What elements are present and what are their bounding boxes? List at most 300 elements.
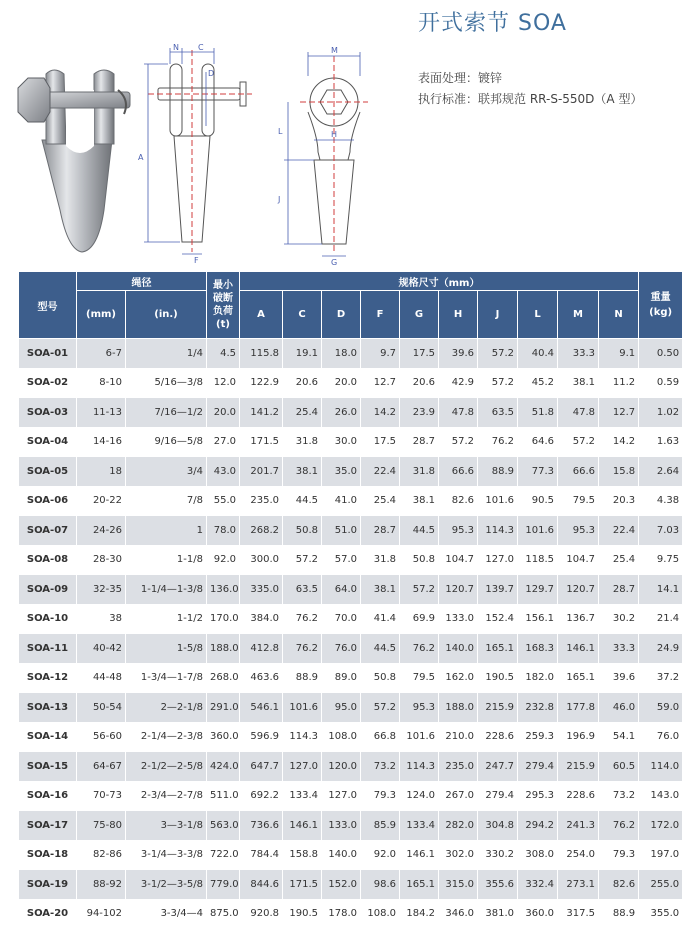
table-row bbox=[19, 486, 683, 516]
cell-rope-mm: 20-22 bbox=[77, 486, 126, 516]
cell-weight: 355.0 bbox=[639, 899, 683, 929]
cell-dim-h: 66.6 bbox=[439, 457, 478, 487]
cell-dim-l: 294.2 bbox=[518, 811, 558, 841]
cell-dim-m: 38.1 bbox=[558, 368, 599, 398]
cell-dim-m: 146.1 bbox=[558, 634, 599, 664]
cell-dim-c: 171.5 bbox=[283, 870, 322, 900]
cell-rope-in: 3/4 bbox=[126, 457, 207, 487]
cell-dim-l: 77.3 bbox=[518, 457, 558, 487]
table-row bbox=[19, 899, 683, 929]
cell-rope-mm: 50-54 bbox=[77, 693, 126, 723]
table-row bbox=[19, 516, 683, 546]
cell-dim-a: 122.9 bbox=[240, 368, 283, 398]
cell-dim-h: 315.0 bbox=[439, 870, 478, 900]
cell-dim-d: 127.0 bbox=[322, 781, 361, 811]
cell-model: SOA-16 bbox=[19, 781, 77, 811]
spec-table bbox=[18, 271, 683, 929]
cell-dim-a: 920.8 bbox=[240, 899, 283, 929]
cell-model: SOA-07 bbox=[19, 516, 77, 546]
cell-dim-g: 95.3 bbox=[400, 693, 439, 723]
cell-dim-n: 11.2 bbox=[599, 368, 639, 398]
cell-dim-a: 596.9 bbox=[240, 722, 283, 752]
label-F: F bbox=[194, 256, 199, 265]
cell-dim-l: 51.8 bbox=[518, 398, 558, 428]
cell-weight: 14.1 bbox=[639, 575, 683, 605]
cell-dim-c: 76.2 bbox=[283, 604, 322, 634]
cell-dim-h: 120.7 bbox=[439, 575, 478, 605]
header-dim-d: D bbox=[322, 291, 361, 339]
cell-dim-n: 54.1 bbox=[599, 722, 639, 752]
cell-rope-mm: 18 bbox=[77, 457, 126, 487]
cell-weight: 172.0 bbox=[639, 811, 683, 841]
header-dim-m: M bbox=[558, 291, 599, 339]
cell-dim-j: 127.0 bbox=[478, 545, 518, 575]
cell-dim-d: 108.0 bbox=[322, 722, 361, 752]
cell-weight: 1.02 bbox=[639, 398, 683, 428]
cell-dim-a: 412.8 bbox=[240, 634, 283, 664]
cell-rope-in: 1-5/8 bbox=[126, 634, 207, 664]
cell-dim-a: 784.4 bbox=[240, 840, 283, 870]
cell-dim-d: 57.0 bbox=[322, 545, 361, 575]
cell-rope-in: 2-3/4—2-7/8 bbox=[126, 781, 207, 811]
cell-min-break-load: 424.0 bbox=[207, 752, 240, 782]
cell-dim-n: 79.3 bbox=[599, 840, 639, 870]
cell-dim-m: 228.6 bbox=[558, 781, 599, 811]
cell-rope-mm: 6-7 bbox=[77, 339, 126, 369]
cell-dim-h: 188.0 bbox=[439, 693, 478, 723]
cell-min-break-load: 722.0 bbox=[207, 840, 240, 870]
cell-dim-h: 302.0 bbox=[439, 840, 478, 870]
cell-dim-f: 9.7 bbox=[361, 339, 400, 369]
cell-weight: 76.0 bbox=[639, 722, 683, 752]
cell-dim-m: 104.7 bbox=[558, 545, 599, 575]
table-row bbox=[19, 722, 683, 752]
cell-dim-d: 76.0 bbox=[322, 634, 361, 664]
header-in: (in.) bbox=[126, 291, 207, 339]
cell-dim-n: 46.0 bbox=[599, 693, 639, 723]
cell-weight: 0.59 bbox=[639, 368, 683, 398]
cell-dim-d: 89.0 bbox=[322, 663, 361, 693]
cell-dim-l: 182.0 bbox=[518, 663, 558, 693]
cell-dim-j: 247.7 bbox=[478, 752, 518, 782]
cell-rope-in: 3-3/4—4 bbox=[126, 899, 207, 929]
cell-dim-g: 20.6 bbox=[400, 368, 439, 398]
cell-model: SOA-13 bbox=[19, 693, 77, 723]
cell-dim-h: 210.0 bbox=[439, 722, 478, 752]
table-body bbox=[19, 339, 683, 929]
cell-dim-j: 76.2 bbox=[478, 427, 518, 457]
cell-dim-n: 25.4 bbox=[599, 545, 639, 575]
cell-dim-m: 196.9 bbox=[558, 722, 599, 752]
cell-dim-m: 317.5 bbox=[558, 899, 599, 929]
cell-dim-a: 463.6 bbox=[240, 663, 283, 693]
cell-dim-f: 108.0 bbox=[361, 899, 400, 929]
cell-rope-mm: 11-13 bbox=[77, 398, 126, 428]
cell-dim-l: 232.8 bbox=[518, 693, 558, 723]
cell-dim-d: 51.0 bbox=[322, 516, 361, 546]
cell-dim-g: 124.0 bbox=[400, 781, 439, 811]
header-dim-l: L bbox=[518, 291, 558, 339]
cell-dim-j: 304.8 bbox=[478, 811, 518, 841]
cell-dim-j: 114.3 bbox=[478, 516, 518, 546]
cell-dim-a: 141.2 bbox=[240, 398, 283, 428]
cell-weight: 143.0 bbox=[639, 781, 683, 811]
cell-dim-f: 14.2 bbox=[361, 398, 400, 428]
table-row bbox=[19, 545, 683, 575]
standard-spec: 执行标准：联邦规范 RR-S-550D（A 型） bbox=[418, 92, 643, 106]
cell-dim-a: 335.0 bbox=[240, 575, 283, 605]
cell-rope-mm: 38 bbox=[77, 604, 126, 634]
cell-dim-l: 45.2 bbox=[518, 368, 558, 398]
cell-dim-m: 33.3 bbox=[558, 339, 599, 369]
cell-dim-h: 57.2 bbox=[439, 427, 478, 457]
cell-dim-m: 215.9 bbox=[558, 752, 599, 782]
header-rope: 绳径 bbox=[77, 272, 207, 291]
cell-weight: 1.63 bbox=[639, 427, 683, 457]
cell-dim-d: 178.0 bbox=[322, 899, 361, 929]
cell-model: SOA-01 bbox=[19, 339, 77, 369]
label-C: C bbox=[198, 43, 204, 52]
cell-dim-a: 384.0 bbox=[240, 604, 283, 634]
cell-dim-c: 20.6 bbox=[283, 368, 322, 398]
label-J: J bbox=[278, 195, 281, 204]
cell-model: SOA-04 bbox=[19, 427, 77, 457]
cell-dim-j: 279.4 bbox=[478, 781, 518, 811]
cell-dim-f: 12.7 bbox=[361, 368, 400, 398]
table-row bbox=[19, 339, 683, 369]
cell-dim-l: 168.3 bbox=[518, 634, 558, 664]
cell-dim-j: 355.6 bbox=[478, 870, 518, 900]
cell-rope-in: 2-1/4—2-3/8 bbox=[126, 722, 207, 752]
cell-dim-d: 35.0 bbox=[322, 457, 361, 487]
cell-dim-l: 64.6 bbox=[518, 427, 558, 457]
header-dim-h: H bbox=[439, 291, 478, 339]
cell-dim-m: 66.6 bbox=[558, 457, 599, 487]
cell-dim-a: 171.5 bbox=[240, 427, 283, 457]
table-row bbox=[19, 811, 683, 841]
cell-rope-in: 1-3/4—1-7/8 bbox=[126, 663, 207, 693]
header-dim-j: J bbox=[478, 291, 518, 339]
cell-model: SOA-15 bbox=[19, 752, 77, 782]
cell-rope-in: 3—3-1/8 bbox=[126, 811, 207, 841]
cell-rope-mm: 32-35 bbox=[77, 575, 126, 605]
table-row bbox=[19, 368, 683, 398]
cell-dim-n: 12.7 bbox=[599, 398, 639, 428]
cell-min-break-load: 511.0 bbox=[207, 781, 240, 811]
cell-dim-g: 38.1 bbox=[400, 486, 439, 516]
cell-dim-n: 15.8 bbox=[599, 457, 639, 487]
table-row bbox=[19, 427, 683, 457]
cell-dim-m: 273.1 bbox=[558, 870, 599, 900]
cell-dim-c: 76.2 bbox=[283, 634, 322, 664]
header-dim-a: A bbox=[240, 291, 283, 339]
table-row bbox=[19, 663, 683, 693]
header-spec: 规格尺寸（mm） bbox=[240, 272, 639, 291]
cell-min-break-load: 268.0 bbox=[207, 663, 240, 693]
cell-dim-c: 31.8 bbox=[283, 427, 322, 457]
cell-dim-c: 133.4 bbox=[283, 781, 322, 811]
cell-dim-g: 50.8 bbox=[400, 545, 439, 575]
cell-min-break-load: 92.0 bbox=[207, 545, 240, 575]
cell-dim-g: 31.8 bbox=[400, 457, 439, 487]
cell-dim-h: 162.0 bbox=[439, 663, 478, 693]
cell-dim-j: 228.6 bbox=[478, 722, 518, 752]
cell-rope-in: 1-1/4—1-3/8 bbox=[126, 575, 207, 605]
cell-dim-f: 44.5 bbox=[361, 634, 400, 664]
cell-rope-mm: 28-30 bbox=[77, 545, 126, 575]
cell-dim-d: 95.0 bbox=[322, 693, 361, 723]
cell-weight: 197.0 bbox=[639, 840, 683, 870]
cell-min-break-load: 4.5 bbox=[207, 339, 240, 369]
cell-dim-c: 50.8 bbox=[283, 516, 322, 546]
cell-dim-m: 95.3 bbox=[558, 516, 599, 546]
cell-dim-h: 346.0 bbox=[439, 899, 478, 929]
cell-dim-m: 120.7 bbox=[558, 575, 599, 605]
cell-rope-in: 9/16—5/8 bbox=[126, 427, 207, 457]
cell-dim-f: 17.5 bbox=[361, 427, 400, 457]
cell-rope-mm: 70-73 bbox=[77, 781, 126, 811]
cell-weight: 4.38 bbox=[639, 486, 683, 516]
cell-dim-n: 33.3 bbox=[599, 634, 639, 664]
cell-dim-n: 60.5 bbox=[599, 752, 639, 782]
cell-dim-g: 69.9 bbox=[400, 604, 439, 634]
cell-dim-l: 360.0 bbox=[518, 899, 558, 929]
cell-dim-j: 63.5 bbox=[478, 398, 518, 428]
cell-dim-g: 57.2 bbox=[400, 575, 439, 605]
cell-dim-g: 44.5 bbox=[400, 516, 439, 546]
cell-dim-f: 41.4 bbox=[361, 604, 400, 634]
cell-dim-f: 92.0 bbox=[361, 840, 400, 870]
cell-dim-l: 156.1 bbox=[518, 604, 558, 634]
cell-dim-g: 165.1 bbox=[400, 870, 439, 900]
cell-rope-mm: 8-10 bbox=[77, 368, 126, 398]
cell-dim-a: 647.7 bbox=[240, 752, 283, 782]
cell-dim-d: 18.0 bbox=[322, 339, 361, 369]
cell-rope-in: 2-1/2—2-5/8 bbox=[126, 752, 207, 782]
cell-weight: 114.0 bbox=[639, 752, 683, 782]
cell-dim-c: 101.6 bbox=[283, 693, 322, 723]
cell-dim-j: 190.5 bbox=[478, 663, 518, 693]
cell-dim-f: 28.7 bbox=[361, 516, 400, 546]
cell-dim-c: 146.1 bbox=[283, 811, 322, 841]
cell-model: SOA-03 bbox=[19, 398, 77, 428]
cell-rope-mm: 56-60 bbox=[77, 722, 126, 752]
cell-min-break-load: 563.0 bbox=[207, 811, 240, 841]
header-dim-g: G bbox=[400, 291, 439, 339]
cell-dim-d: 20.0 bbox=[322, 368, 361, 398]
cell-min-break-load: 291.0 bbox=[207, 693, 240, 723]
cell-dim-a: 115.8 bbox=[240, 339, 283, 369]
cell-min-break-load: 170.0 bbox=[207, 604, 240, 634]
cell-dim-j: 330.2 bbox=[478, 840, 518, 870]
cell-dim-n: 39.6 bbox=[599, 663, 639, 693]
cell-dim-d: 64.0 bbox=[322, 575, 361, 605]
cell-rope-mm: 88-92 bbox=[77, 870, 126, 900]
cell-dim-c: 88.9 bbox=[283, 663, 322, 693]
cell-dim-m: 57.2 bbox=[558, 427, 599, 457]
cell-dim-m: 254.0 bbox=[558, 840, 599, 870]
cell-weight: 37.2 bbox=[639, 663, 683, 693]
cell-rope-in: 3-1/2—3-5/8 bbox=[126, 870, 207, 900]
cell-rope-in: 1 bbox=[126, 516, 207, 546]
cell-dim-g: 133.4 bbox=[400, 811, 439, 841]
cell-dim-j: 101.6 bbox=[478, 486, 518, 516]
cell-min-break-load: 20.0 bbox=[207, 398, 240, 428]
cell-weight: 2.64 bbox=[639, 457, 683, 487]
cell-dim-n: 28.7 bbox=[599, 575, 639, 605]
cell-dim-g: 17.5 bbox=[400, 339, 439, 369]
cell-min-break-load: 875.0 bbox=[207, 899, 240, 929]
cell-dim-a: 844.6 bbox=[240, 870, 283, 900]
cell-dim-n: 88.9 bbox=[599, 899, 639, 929]
label-D: D bbox=[208, 69, 215, 78]
header-dim-n: N bbox=[599, 291, 639, 339]
cell-dim-h: 39.6 bbox=[439, 339, 478, 369]
cell-dim-a: 235.0 bbox=[240, 486, 283, 516]
cell-dim-a: 268.2 bbox=[240, 516, 283, 546]
table-row bbox=[19, 840, 683, 870]
cell-min-break-load: 136.0 bbox=[207, 575, 240, 605]
cell-rope-in: 2—2-1/8 bbox=[126, 693, 207, 723]
cell-dim-f: 50.8 bbox=[361, 663, 400, 693]
cell-dim-a: 546.1 bbox=[240, 693, 283, 723]
cell-dim-g: 184.2 bbox=[400, 899, 439, 929]
cell-min-break-load: 78.0 bbox=[207, 516, 240, 546]
cell-dim-j: 215.9 bbox=[478, 693, 518, 723]
cell-dim-f: 79.3 bbox=[361, 781, 400, 811]
cell-dim-l: 101.6 bbox=[518, 516, 558, 546]
cell-rope-mm: 44-48 bbox=[77, 663, 126, 693]
cell-rope-in: 1-1/2 bbox=[126, 604, 207, 634]
cell-dim-g: 101.6 bbox=[400, 722, 439, 752]
label-N: N bbox=[173, 43, 179, 52]
cell-dim-j: 57.2 bbox=[478, 368, 518, 398]
cell-dim-m: 241.3 bbox=[558, 811, 599, 841]
header-dim-c: C bbox=[283, 291, 322, 339]
table-row bbox=[19, 634, 683, 664]
cell-dim-d: 70.0 bbox=[322, 604, 361, 634]
cell-dim-c: 44.5 bbox=[283, 486, 322, 516]
header-dim-f: F bbox=[361, 291, 400, 339]
cell-dim-j: 57.2 bbox=[478, 339, 518, 369]
cell-min-break-load: 360.0 bbox=[207, 722, 240, 752]
cell-dim-f: 22.4 bbox=[361, 457, 400, 487]
cell-dim-n: 14.2 bbox=[599, 427, 639, 457]
cell-dim-f: 31.8 bbox=[361, 545, 400, 575]
cell-weight: 7.03 bbox=[639, 516, 683, 546]
header-mm: (mm) bbox=[77, 291, 126, 339]
cell-dim-d: 133.0 bbox=[322, 811, 361, 841]
cell-min-break-load: 55.0 bbox=[207, 486, 240, 516]
cell-weight: 255.0 bbox=[639, 870, 683, 900]
cell-min-break-load: 188.0 bbox=[207, 634, 240, 664]
cell-dim-c: 25.4 bbox=[283, 398, 322, 428]
cell-dim-h: 95.3 bbox=[439, 516, 478, 546]
cell-rope-mm: 75-80 bbox=[77, 811, 126, 841]
cell-rope-in: 5/16—3/8 bbox=[126, 368, 207, 398]
cell-dim-f: 66.8 bbox=[361, 722, 400, 752]
cell-dim-l: 129.7 bbox=[518, 575, 558, 605]
cell-dim-d: 30.0 bbox=[322, 427, 361, 457]
table-row bbox=[19, 693, 683, 723]
cell-dim-h: 140.0 bbox=[439, 634, 478, 664]
cell-dim-f: 57.2 bbox=[361, 693, 400, 723]
cell-dim-c: 158.8 bbox=[283, 840, 322, 870]
cell-model: SOA-14 bbox=[19, 722, 77, 752]
table-row bbox=[19, 781, 683, 811]
cell-dim-c: 127.0 bbox=[283, 752, 322, 782]
cell-dim-j: 88.9 bbox=[478, 457, 518, 487]
cell-dim-f: 98.6 bbox=[361, 870, 400, 900]
cell-dim-h: 235.0 bbox=[439, 752, 478, 782]
cell-model: SOA-08 bbox=[19, 545, 77, 575]
cell-model: SOA-19 bbox=[19, 870, 77, 900]
cell-rope-mm: 14-16 bbox=[77, 427, 126, 457]
cell-rope-mm: 24-26 bbox=[77, 516, 126, 546]
cell-dim-l: 332.4 bbox=[518, 870, 558, 900]
cell-model: SOA-11 bbox=[19, 634, 77, 664]
table-row bbox=[19, 752, 683, 782]
cell-dim-h: 82.6 bbox=[439, 486, 478, 516]
cell-dim-l: 118.5 bbox=[518, 545, 558, 575]
cell-dim-c: 63.5 bbox=[283, 575, 322, 605]
table-row bbox=[19, 575, 683, 605]
cell-weight: 59.0 bbox=[639, 693, 683, 723]
cell-dim-c: 38.1 bbox=[283, 457, 322, 487]
cell-dim-l: 308.0 bbox=[518, 840, 558, 870]
cell-dim-l: 259.3 bbox=[518, 722, 558, 752]
cell-dim-d: 26.0 bbox=[322, 398, 361, 428]
cell-min-break-load: 43.0 bbox=[207, 457, 240, 487]
cell-model: SOA-09 bbox=[19, 575, 77, 605]
cell-rope-mm: 82-86 bbox=[77, 840, 126, 870]
cell-model: SOA-20 bbox=[19, 899, 77, 929]
cell-dim-g: 146.1 bbox=[400, 840, 439, 870]
cell-rope-in: 7/16—1/2 bbox=[126, 398, 207, 428]
cell-model: SOA-12 bbox=[19, 663, 77, 693]
table-row bbox=[19, 398, 683, 428]
cell-dim-n: 30.2 bbox=[599, 604, 639, 634]
cell-dim-n: 76.2 bbox=[599, 811, 639, 841]
cell-dim-h: 104.7 bbox=[439, 545, 478, 575]
label-M: M bbox=[331, 46, 338, 55]
header-model: 型号 bbox=[19, 272, 77, 339]
cell-dim-h: 282.0 bbox=[439, 811, 478, 841]
cell-dim-d: 120.0 bbox=[322, 752, 361, 782]
cell-dim-f: 73.2 bbox=[361, 752, 400, 782]
cell-model: SOA-05 bbox=[19, 457, 77, 487]
cell-dim-m: 165.1 bbox=[558, 663, 599, 693]
cell-rope-in: 1/4 bbox=[126, 339, 207, 369]
cell-dim-c: 190.5 bbox=[283, 899, 322, 929]
cell-dim-l: 40.4 bbox=[518, 339, 558, 369]
cell-dim-j: 139.7 bbox=[478, 575, 518, 605]
label-G: G bbox=[331, 258, 338, 267]
surface-treatment: 表面处理：镀锌 bbox=[418, 71, 503, 85]
cell-rope-mm: 40-42 bbox=[77, 634, 126, 664]
header-load: 最小 破断 负荷 (t) bbox=[207, 272, 240, 339]
cell-dim-d: 152.0 bbox=[322, 870, 361, 900]
cell-dim-h: 47.8 bbox=[439, 398, 478, 428]
cell-dim-m: 177.8 bbox=[558, 693, 599, 723]
cell-dim-c: 19.1 bbox=[283, 339, 322, 369]
cell-dim-j: 152.4 bbox=[478, 604, 518, 634]
cell-dim-a: 736.6 bbox=[240, 811, 283, 841]
cell-dim-h: 42.9 bbox=[439, 368, 478, 398]
cell-dim-f: 38.1 bbox=[361, 575, 400, 605]
cell-weight: 9.75 bbox=[639, 545, 683, 575]
cell-model: SOA-10 bbox=[19, 604, 77, 634]
